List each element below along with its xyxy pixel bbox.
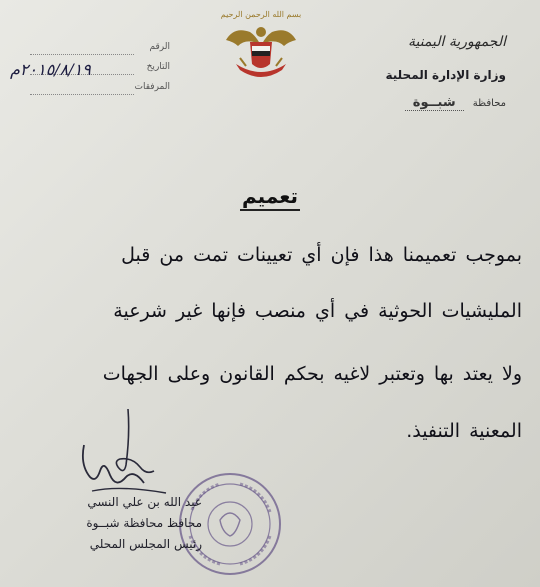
ministry-name: وزارة الإدارة المحلية (385, 68, 506, 82)
body-line-2: المليشيات الحوثية في أي منصب فإنها غير شرعية (113, 300, 522, 322)
country-name: الجمهورية اليمنية (407, 34, 506, 50)
date-value: ٢٠١٥/٨/١٩م (10, 60, 91, 79)
governorate-value: شبــوة (405, 95, 464, 111)
body-line-3: ولا يعتد بها وتعتبر لاغيه بحكم القانون وعلى الجهات (102, 363, 522, 385)
ref-row (10, 42, 170, 62)
date-label: التاريخ (146, 62, 170, 72)
signatory-block (34, 492, 202, 555)
letterhead-left (10, 42, 170, 102)
date-row (10, 62, 170, 82)
ref-label: الرقم (149, 42, 170, 52)
attachments-row (10, 82, 170, 102)
governorate-line (336, 95, 506, 110)
signatory-name: عبد الله بن علي النسي (87, 495, 202, 509)
yemen-emblem-icon (216, 6, 306, 86)
signatory-title: محافظ محافظة شبــوة (86, 516, 202, 530)
title-text: تعميم (240, 184, 300, 211)
attachments-label: المرفقات (134, 82, 170, 92)
body-line-1: بموجب تعميمنا هذا فإن أي تعيينات تمت من قبل (121, 244, 522, 266)
document-title (0, 184, 540, 208)
signatory-role: رئيس المجلس المحلي (89, 537, 202, 551)
body-line-4: المعنية التنفيذ. (406, 420, 522, 442)
governorate-label: محافظة (472, 98, 506, 109)
basmala-text: بسم الله الرحمن الرحيم (220, 10, 302, 19)
handwritten-signature (70, 405, 180, 505)
letterhead-right (336, 34, 506, 110)
